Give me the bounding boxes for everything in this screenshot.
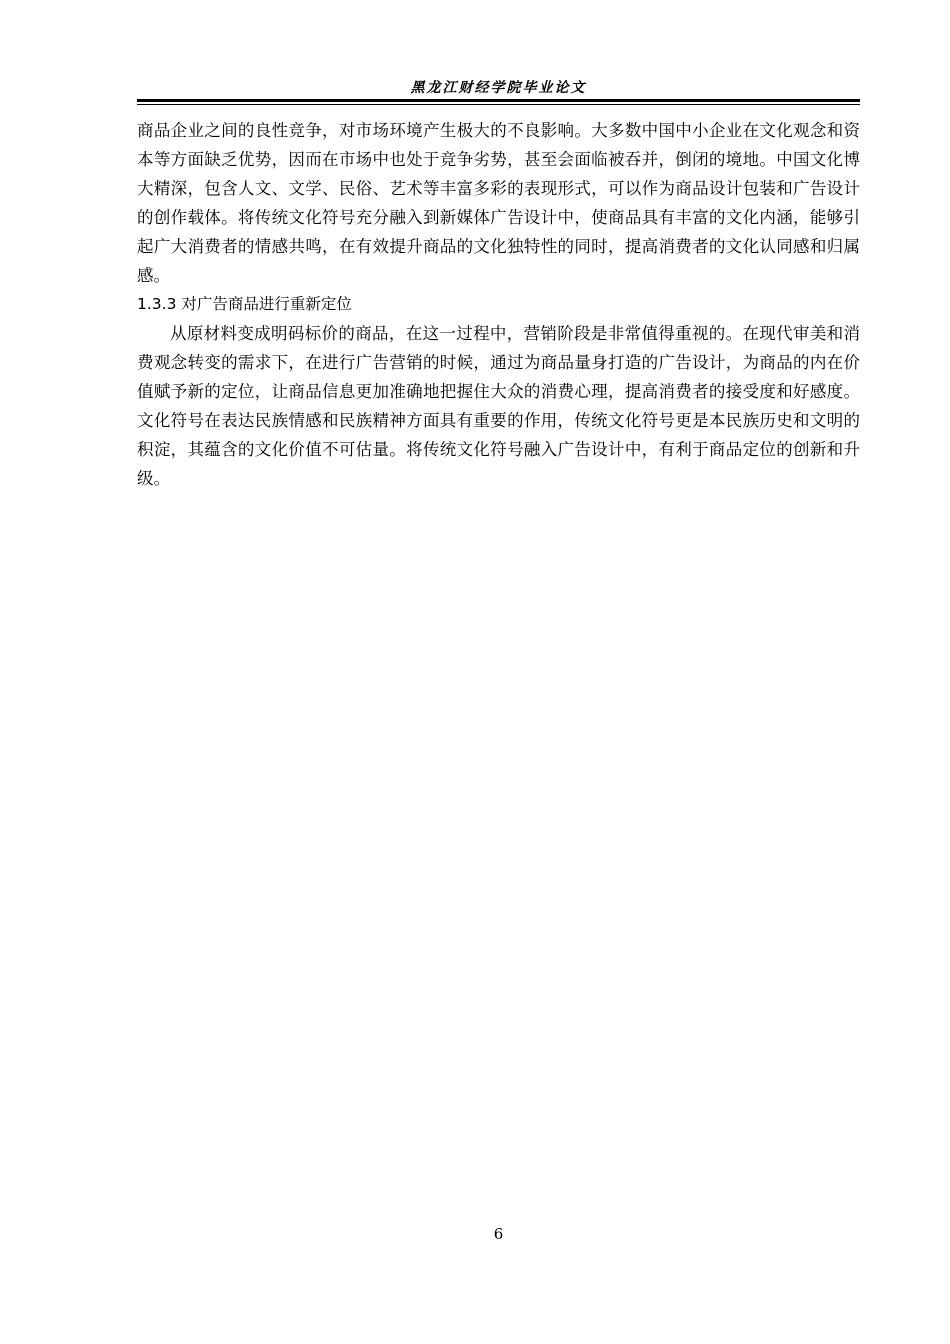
- page-header-title: 黑龙江财经学院毕业论文: [410, 80, 587, 96]
- document-body: [137, 116, 860, 493]
- header-rule-thick: [137, 99, 860, 102]
- header-rule-thin: [137, 104, 860, 105]
- page-number: 6: [493, 1225, 504, 1243]
- body-paragraph-2: 从原材料变成明码标价的商品，在这一过程中，营销阶段是非常值得重视的。在现代审美和消费观念转变的需求下，在进行广告营销的时候，通过为商品量身打造的广告设计，为商品的内在价值赋予新的定位，让商品信息更加准确地把握住大众的消费心理，提高消费者的接受度和好感度。文化符号在表达民族情感和民族精神方面具有重要的作用，传统文化符号更是本民族历史和文明的积淀，其蕴含的文化价值不可估量。将传统文化符号融入广告设计中，有利于商品定位的创新和升级。: [137, 324, 860, 488]
- section-heading: 1.3.3 对广告商品进行重新定位: [137, 295, 352, 313]
- body-paragraph-1: 商品企业之间的良性竞争，对市场环境产生极大的不良影响。大多数中国中小企业在文化观念和资本等方面缺乏优势，因而在市场中也处于竞争劣势，甚至会面临被吞并，倒闭的境地。中国文化博大精深，包含人文、文学、民俗、艺术等丰富多彩的表现形式，可以作为商品设计包装和广告设计的创作载体。将传统文化符号充分融入到新媒体广告设计中，使商品具有丰富的文化内涵，能够引起广大消费者的情感共鸣，在有效提升商品的文化独特性的同时，提高消费者的文化认同感和归属感。: [137, 121, 860, 285]
